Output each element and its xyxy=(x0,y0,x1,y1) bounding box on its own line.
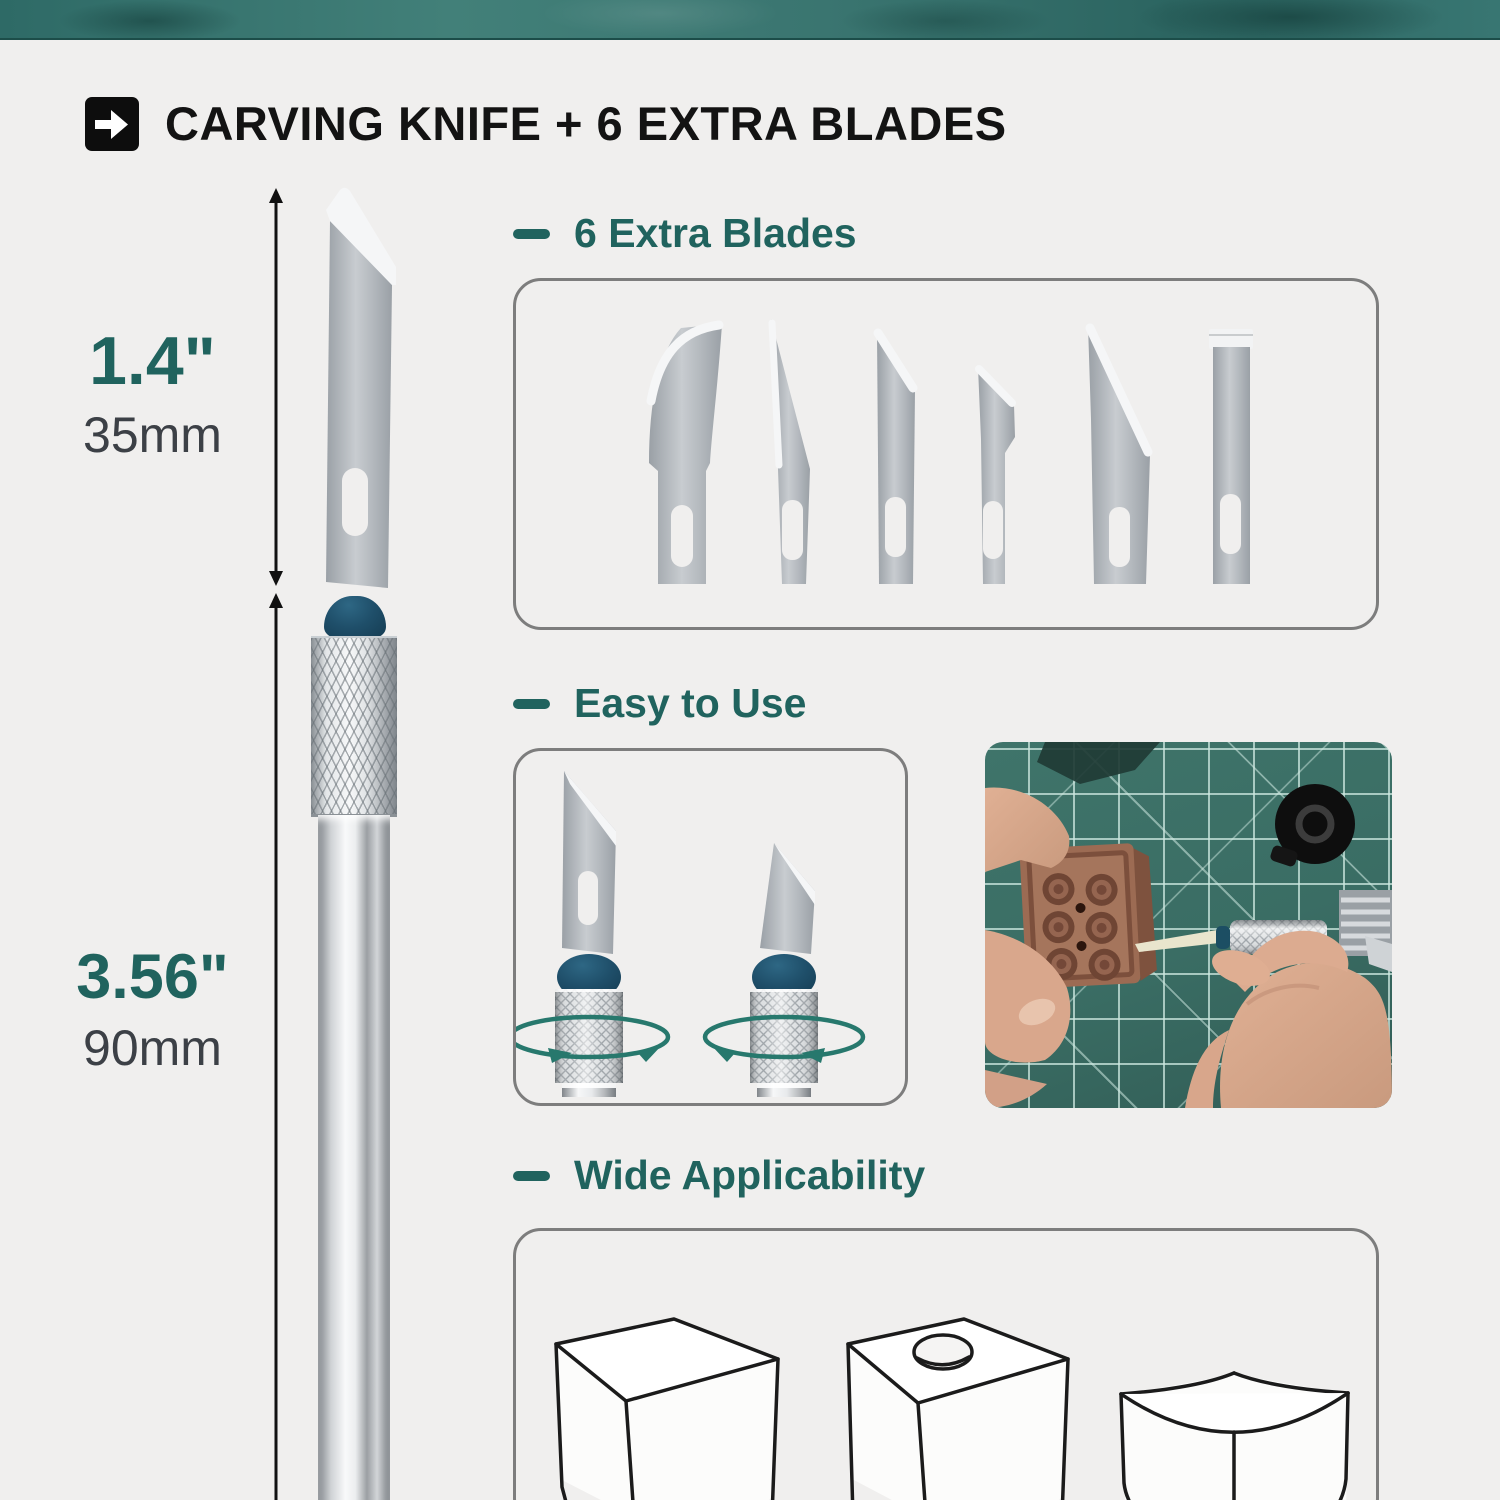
background-object xyxy=(1037,742,1160,784)
handle-cap xyxy=(324,596,386,638)
section-dash-icon xyxy=(513,229,550,239)
camera-knob xyxy=(1269,784,1355,868)
blade-length-mm: 35mm xyxy=(83,407,222,464)
handle-knurled-collet xyxy=(311,636,397,817)
wide-applicability-panel xyxy=(513,1228,1379,1500)
arrow-right-icon xyxy=(85,97,139,151)
carved-cube xyxy=(556,1319,778,1500)
blade-flat-chisel xyxy=(1209,329,1253,584)
blade-curved xyxy=(649,324,722,584)
section-title: Easy to Use xyxy=(574,680,807,726)
carving-knife-blade-illustration xyxy=(312,184,400,590)
handle-length-label xyxy=(30,944,275,1075)
section-title: Wide Applicability xyxy=(574,1152,926,1198)
carved-concave-shape xyxy=(1121,1373,1348,1500)
section-heading-extra-blades xyxy=(513,210,857,257)
blade-stencil xyxy=(978,367,1015,584)
blade-fine-point xyxy=(1088,325,1150,584)
carved-cube-with-hole xyxy=(848,1319,1068,1500)
blade-length-label xyxy=(30,323,275,464)
knife-handle-illustration xyxy=(311,594,397,1500)
carved-shapes-illustration xyxy=(516,1231,1370,1500)
blade-length-inches: 1.4" xyxy=(89,323,216,399)
handle-knurled-collet xyxy=(750,989,818,1083)
handle-knurled-collet xyxy=(555,989,623,1083)
header xyxy=(85,96,1007,151)
handle-length-inches: 3.56" xyxy=(76,942,229,1012)
section-dash-icon xyxy=(513,699,550,709)
section-title: 6 Extra Blades xyxy=(574,210,857,256)
knife-loosened xyxy=(516,771,668,1097)
handle-shaft xyxy=(318,815,390,1500)
blade-swap-illustration xyxy=(516,751,899,1097)
easy-to-use-panel xyxy=(513,748,908,1106)
blade-slim-pointed xyxy=(771,319,810,584)
section-heading-easy-to-use xyxy=(513,680,806,727)
section-heading-wide-applicability xyxy=(513,1152,925,1199)
knife-tightened xyxy=(705,843,863,1097)
right-hand xyxy=(1185,931,1392,1108)
extra-blades-set-illustration xyxy=(516,281,1370,621)
blade-angled-chisel xyxy=(877,331,915,584)
handle-length-mm: 90mm xyxy=(83,1020,222,1077)
top-photo-banner xyxy=(0,0,1500,40)
usage-photo xyxy=(985,742,1392,1108)
extra-blades-panel xyxy=(513,278,1379,630)
page-title: CARVING KNIFE + 6 EXTRA BLADES xyxy=(165,97,1007,150)
section-dash-icon xyxy=(513,1171,550,1181)
usage-photo-content xyxy=(985,742,1392,1108)
